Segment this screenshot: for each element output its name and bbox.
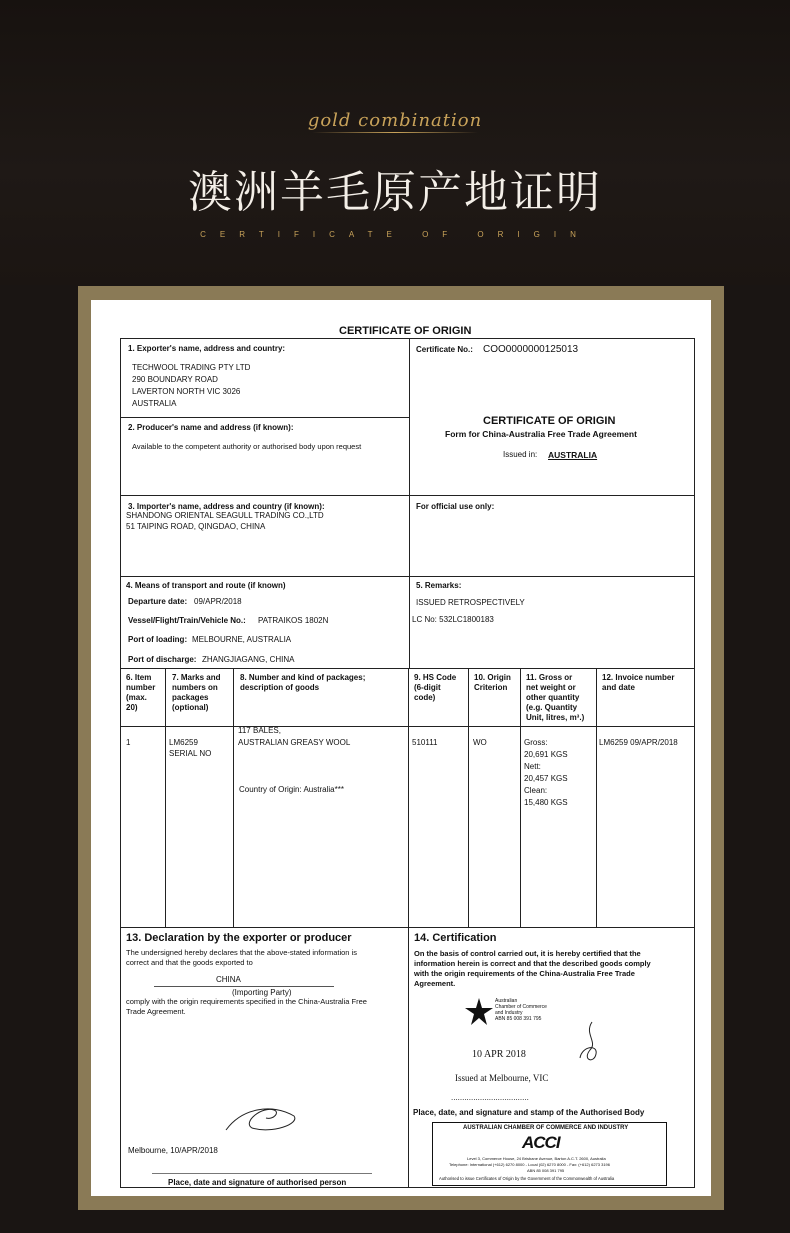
col7-header: numbers on — [172, 683, 218, 692]
rule — [409, 338, 410, 668]
col11-header: Unit, litres, m³.) — [526, 713, 585, 722]
row-goods: 117 BALES, — [238, 726, 281, 735]
acci-text: ABN 85 008 391 795 — [495, 1016, 542, 1022]
col8-header: description of goods — [240, 683, 320, 692]
box5-label: 5. Remarks: — [416, 581, 462, 590]
box4-label: 4. Means of transport and route (if known) — [126, 581, 286, 590]
col9-header: (6-digit — [414, 683, 441, 692]
row-weight: 20,457 KGS — [524, 774, 568, 783]
acci-text: and Industry — [495, 1010, 523, 1016]
vessel-label: Vessel/Flight/Train/Vehicle No.: — [128, 616, 246, 625]
page-title: 澳洲羊毛原产地证明 — [188, 167, 602, 218]
acci-stamp — [432, 1122, 667, 1186]
col12-header: 12. Invoice number — [602, 673, 675, 682]
col6-header: 6. Item — [126, 673, 152, 682]
importer-line: 51 TAIPING ROAD, QINGDAO, CHINA — [126, 522, 266, 531]
certifier-sign-label: Place, date, and signature and stamp of the Authorised Body — [413, 1108, 645, 1117]
col11-header: other quantity — [526, 693, 580, 702]
cert-no-label: Certificate No.: — [416, 345, 473, 354]
rule — [120, 338, 121, 1188]
page-subtitle: CERTIFICATE OF ORIGIN — [200, 230, 590, 239]
box1-label: 1. Exporter's name, address and country: — [128, 344, 286, 353]
right-subtitle: Form for China-Australia Free Trade Agreement — [445, 429, 637, 439]
row-item: 1 — [126, 738, 131, 747]
loading-value: MELBOURNE, AUSTRALIA — [192, 635, 292, 644]
rule — [154, 986, 334, 987]
exporter-line: 290 BOUNDARY ROAD — [132, 375, 218, 384]
box14-text: with the origin requirements of the China-Australia Free Trade — [414, 969, 635, 978]
exporter-signature — [222, 1098, 302, 1140]
col7-header: (optional) — [172, 703, 209, 712]
rule — [120, 338, 695, 339]
row-country: Country of Origin: Australia*** — [239, 785, 344, 794]
rule — [120, 576, 695, 577]
box13-title: 13. Declaration by the exporter or producer — [126, 932, 352, 944]
col11-header: (e.g. Quantity — [526, 703, 578, 712]
box13-text: The undersigned hereby declares that the above-stated information is — [126, 948, 357, 957]
col7-header: packages — [172, 693, 209, 702]
row-weight: 15,480 KGS — [524, 798, 568, 807]
producer-text: Available to the competent authority or authorised body upon request — [132, 442, 362, 451]
acci-text: Australian — [495, 998, 518, 1004]
issued-in-value: AUSTRALIA — [548, 450, 598, 460]
col11-header: net weight or — [526, 683, 576, 692]
row-weight: 20,691 KGS — [524, 750, 568, 759]
rule — [520, 668, 521, 928]
importing-party-label: (Importing Party) — [232, 988, 292, 997]
rule — [468, 668, 469, 928]
col11-header: 11. Gross or — [526, 673, 573, 682]
remarks-line: LC No: 532LC1800183 — [412, 615, 494, 624]
acci-text: Chamber of Commerce — [495, 1004, 547, 1010]
row-marks: SERIAL NO — [169, 749, 212, 758]
box2-label: 2. Producer's name and address (if known): — [128, 423, 294, 432]
dotted-line: ................................... — [451, 1093, 529, 1102]
acci-star-icon — [464, 997, 494, 1027]
exporter-line: TECHWOOL TRADING PTY LTD — [132, 363, 251, 372]
rule — [408, 668, 409, 1188]
box13-text: comply with the origin requirements specified in the China-Australia Free — [126, 997, 367, 1006]
rule — [152, 1173, 372, 1174]
stamp-footer: Authorised to issue Certificates of Origin by the Government of the Commonwealth of Australia — [439, 1176, 615, 1181]
col9-header: code) — [414, 693, 436, 702]
stamp-line: Telephone: International (+612) 6270 8000 - Local (02) 6270 8000 - Fax: (+612) 6273 3196 — [449, 1162, 611, 1167]
departure-label: Departure date: — [128, 597, 188, 606]
discharge-value: ZHANGJIAGANG, CHINA — [202, 655, 295, 664]
stamp-line: Level 3, Commerce House, 24 Brisbane Avenue, Barton A.C.T. 2600, Australia — [467, 1156, 606, 1161]
certificate-top-title: CERTIFICATE OF ORIGIN — [339, 325, 472, 337]
box14-text: Agreement. — [414, 979, 456, 988]
departure-value: 09/APR/2018 — [194, 597, 242, 606]
col9-header: 9. HS Code — [414, 673, 457, 682]
col10-header: 10. Origin — [474, 673, 511, 682]
col12-header: and date — [602, 683, 635, 692]
box13-text: correct and that the goods exported to — [126, 958, 253, 967]
box3-label: 3. Importer's name, address and country (if known): — [128, 502, 325, 511]
vessel-value: PATRAIKOS 1802N — [258, 616, 329, 625]
exporter-sign-label: Place, date and signature of authorised person — [168, 1178, 347, 1187]
official-use-label: For official use only: — [416, 502, 495, 511]
box14-title: 14. Certification — [414, 932, 497, 944]
row-weight: Nett: — [524, 762, 541, 771]
col7-header: 7. Marks and — [172, 673, 221, 682]
rule — [120, 495, 695, 496]
exporter-line: AUSTRALIA — [132, 399, 177, 408]
loading-label: Port of loading: — [128, 635, 188, 644]
col8-header: 8. Number and kind of packages; — [240, 673, 366, 682]
rule — [233, 668, 234, 928]
certifier-signature — [576, 1020, 606, 1066]
cert-no-value: COO0000000125013 — [483, 344, 579, 355]
box13-text: Trade Agreement. — [126, 1007, 186, 1016]
right-title: CERTIFICATE OF ORIGIN — [483, 415, 616, 427]
rule — [120, 417, 410, 418]
row-marks: LM6259 — [169, 738, 198, 747]
row-weight: Clean: — [524, 786, 548, 795]
rule — [165, 668, 166, 928]
discharge-label: Port of discharge: — [128, 655, 197, 664]
importing-country: CHINA — [216, 975, 241, 984]
row-goods: AUSTRALIAN GREASY WOOL — [238, 738, 351, 747]
col6-header: 20) — [126, 703, 138, 712]
remarks-line: ISSUED RETROSPECTIVELY — [416, 598, 525, 607]
exporter-place-date: Melbourne, 10/APR/2018 — [128, 1146, 218, 1155]
exporter-line: LAVERTON NORTH VIC 3026 — [132, 387, 241, 396]
col6-header: (max. — [126, 693, 147, 702]
col6-header: number — [126, 683, 156, 692]
row-invoice: LM6259 09/APR/2018 — [599, 738, 678, 747]
script-tagline: gold combination — [307, 110, 483, 131]
row-weight: Gross: — [524, 738, 548, 747]
row-hs-code: 510111 — [412, 738, 438, 747]
row-origin: WO — [473, 738, 487, 747]
importer-line: SHANDONG ORIENTAL SEAGULL TRADING CO.,LTD — [126, 511, 324, 520]
issued-at: Issued at Melbourne, VIC — [455, 1073, 549, 1083]
stamp-title: AUSTRALIAN CHAMBER OF COMMERCE AND INDUSTRY — [463, 1125, 629, 1131]
acci-logo: ACCI — [522, 1133, 560, 1152]
rule — [694, 338, 695, 1188]
certification-date: 10 APR 2018 — [472, 1049, 526, 1060]
issued-in-label: Issued in: — [503, 450, 538, 459]
stamp-line: ABN 85 008 391 795 — [527, 1168, 565, 1173]
box14-text: On the basis of control carried out, it is hereby certified that the — [414, 949, 641, 958]
box14-text: information herein is correct and that the described goods comply — [414, 959, 651, 968]
rule — [596, 668, 597, 928]
col10-header: Criterion — [474, 683, 508, 692]
